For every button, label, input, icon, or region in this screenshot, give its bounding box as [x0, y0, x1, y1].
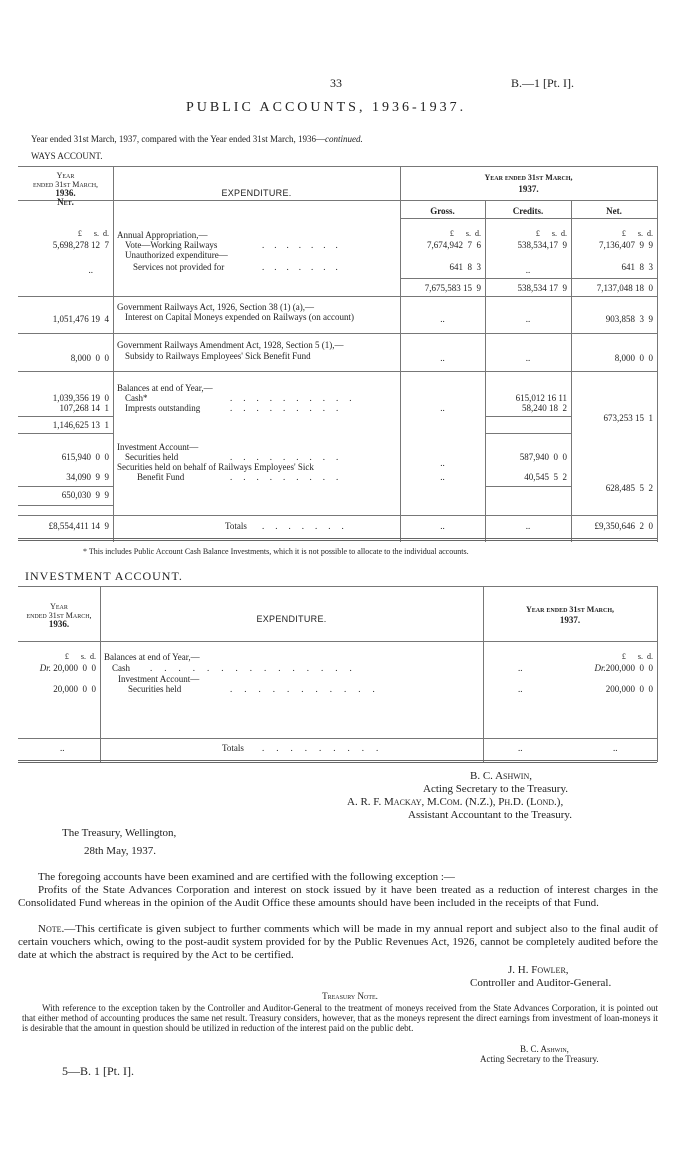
leader-dots: .........	[230, 403, 350, 413]
total-mid: ..	[518, 743, 523, 753]
auditor-name: J. H. Fowler,	[508, 964, 569, 976]
totals-label: Totals	[222, 743, 244, 753]
cell-net: 673,253 15 1	[603, 413, 653, 423]
hdr-net: Net.	[57, 197, 74, 207]
total-1936: ..	[60, 743, 65, 753]
note-lead: Note.	[38, 923, 65, 935]
cell-1936: 5,698,278 12 7	[52, 240, 109, 250]
cell-1936: 20,000 0 0	[53, 684, 96, 694]
cell-gross: ..	[440, 314, 445, 324]
treasury-note-signature-name: B. C. Ashwin,	[520, 1044, 569, 1054]
footnote: * This includes Public Account Cash Balance Investments, which it is not possible to allocate to the individual accounts.	[83, 547, 469, 556]
row-label: Benefit Fund	[137, 472, 185, 482]
hdr-year-1937-label: Year ended 31st March,	[484, 173, 573, 182]
row-label: Investment Account—	[117, 442, 199, 452]
page-reference: B.—1 [Pt. I].	[511, 76, 574, 90]
cell-gross: ..	[440, 403, 445, 413]
page-subtitle: Year ended 31st March, 1937, compared with the Year ended 31st March, 1936—continued.	[31, 134, 363, 144]
footer-reference: 5—B. 1 [Pt. I].	[62, 1064, 134, 1078]
leader-dots: .......	[262, 262, 348, 272]
cell-1937	[483, 663, 653, 673]
cell-credits: ..	[525, 265, 531, 275]
total-gross: ..	[440, 521, 445, 531]
rule	[485, 486, 571, 487]
hdr-year-label: Year	[56, 171, 75, 180]
double-rule	[18, 760, 657, 763]
cell-credits: 40,545 5 2	[524, 472, 567, 482]
signature-name: B. C. Ashwin,	[470, 770, 532, 782]
rule	[18, 641, 657, 642]
leader-dots: ..........	[230, 393, 363, 403]
rule	[18, 416, 113, 417]
cell-credits: 538,534,17 9	[517, 240, 567, 250]
rule	[18, 296, 657, 297]
rule	[18, 486, 113, 487]
certificate-p2: Profits of the State Advances Corporation and interest on stock issued by it have been treated as a reduction of interest charges in the Consolidated Fund whereas in the opinion of the Audit Office these amounts should have been included in the receipts of that Fund.	[18, 884, 658, 909]
row-label: Cash*	[125, 393, 148, 403]
hdr-year-1937: 1937.	[518, 184, 539, 194]
certificate-p1: The foregoing accounts have been examined and are certified with the following exception :—	[38, 871, 455, 883]
rule	[485, 416, 571, 417]
cell-1936: 107,268 14 1	[59, 403, 109, 413]
cell-1936: 615,940 0 0	[61, 452, 109, 462]
cell-1936-subtotal: 1,146,625 13 1	[52, 420, 109, 430]
cell-credits: ..	[525, 314, 531, 324]
row-label: Government Railways Act, 1926, Section 38 (1) (a),—	[117, 302, 314, 312]
cell-mid: ..	[518, 684, 523, 694]
row-label: Unauthorized expenditure—	[125, 250, 228, 260]
row-label: Imprests outstanding	[125, 403, 201, 413]
cell-1936-subtotal: 650,030 9 9	[61, 490, 109, 500]
row-label: Balances at end of Year,—	[117, 383, 213, 393]
double-rule	[18, 538, 657, 541]
ways-account-title: WAYS ACCOUNT.	[31, 151, 103, 161]
row-label: Securities held	[128, 684, 182, 694]
row-label: Investment Account—	[118, 674, 200, 684]
hdr-gross: Gross.	[430, 206, 455, 216]
rule	[657, 166, 658, 542]
cell-net: 903,858 3 9	[605, 314, 653, 324]
total-1936: £8,554,411 14 9	[48, 521, 109, 531]
inv-hdr-expenditure: EXPENDITURE.	[256, 614, 327, 624]
signature-title: Assistant Accountant to the Treasury.	[408, 809, 572, 821]
inv-hdr-year-1937-label: Year ended 31st March,	[525, 605, 614, 614]
page-title: PUBLIC ACCOUNTS, 1936-1937.	[186, 100, 467, 115]
leader-dots: .........	[230, 472, 350, 482]
cell-net: 7,136,407 9 9	[599, 240, 653, 250]
rule	[485, 433, 571, 434]
cell-gross: 7,674,942 7 6	[427, 240, 481, 250]
row-label: Securities held	[125, 452, 179, 462]
cell-value: 20,000 0 0	[53, 663, 96, 673]
rule	[18, 515, 657, 516]
cell-gross: ..	[440, 472, 445, 482]
row-label: Government Railways Amendment Act, 1928, Section 5 (1),—	[117, 340, 344, 350]
row-label: Services not provided for	[133, 262, 225, 272]
rule	[18, 371, 657, 372]
place: The Treasury, Wellington,	[62, 827, 177, 839]
total-1937: ..	[613, 743, 618, 753]
inv-hdr-year-1937: 1937.	[559, 615, 581, 625]
cell-1937: 200,000 0 0	[605, 684, 653, 694]
cell-1936: 1,051,476 19 4	[52, 314, 109, 324]
lsd-label: £ s. d.	[77, 229, 109, 238]
lsd-label: £ s. d.	[535, 229, 567, 238]
hdr-year-value: 1936.	[55, 188, 76, 198]
treasury-note-heading: Treasury Note.	[322, 991, 378, 1001]
cell-1936	[18, 663, 96, 673]
dr-prefix: Dr.	[39, 663, 51, 673]
cell-net: 641 8 3	[621, 262, 653, 272]
hdr-credits: Credits.	[512, 206, 544, 216]
row-label: Annual Appropriation,—	[117, 230, 208, 240]
rule	[18, 333, 657, 334]
cell-gross: 641 8 3	[449, 262, 481, 272]
cell-credits: 538,534 17 9	[517, 283, 567, 293]
cell-credits: 615,012 16 11	[515, 393, 567, 403]
cell-1936: 1,039,356 19 0	[52, 393, 109, 403]
cell-1936: 34,090 9 9	[66, 472, 109, 482]
rule	[400, 218, 657, 219]
hdr-year-ended: ended 31st March,	[26, 611, 92, 620]
lsd-label: £ s. d.	[64, 652, 96, 661]
lsd-label: £ s. d.	[449, 229, 481, 238]
cell-net: 628,485 5 2	[605, 483, 653, 493]
date: 28th May, 1937.	[84, 845, 157, 857]
hdr-year-ended: ended 31st March,	[32, 180, 99, 189]
row-label: Vote—Working Railways	[125, 240, 218, 250]
rule	[18, 505, 113, 506]
leader-dots: .......	[262, 521, 355, 531]
rule	[18, 433, 113, 434]
dr-prefix: Dr.	[594, 663, 606, 673]
row-label: Subsidy to Railways Employees' Sick Benefit Fund	[125, 351, 311, 361]
hdr-year-label: Year	[50, 602, 68, 611]
treasury-note-signature-title: Acting Secretary to the Treasury.	[480, 1054, 599, 1064]
note-text: —This certificate is given subject to further comments which will be made in my annual report and subject also to the final audit of certain vouchers which, owing to the post-audit system provided for by the Public Revenues Act, 1926, cannot be completely audited before the date at which the abstract is required by the Act to be certified.	[18, 923, 658, 961]
rule	[18, 586, 657, 587]
cell-gross: 7,675,583 15 9	[424, 283, 481, 293]
cell-net: 7,137,048 18 0	[596, 283, 653, 293]
cell-credits: ..	[525, 353, 531, 363]
cell-gross: ..	[440, 353, 445, 363]
hdr-expenditure: EXPENDITURE.	[221, 188, 292, 198]
rule	[113, 166, 114, 542]
totals-label: Totals	[225, 521, 247, 531]
row-label: Securities held on behalf of Railways Employees' Sick	[117, 462, 314, 472]
investment-account-title: INVESTMENT ACCOUNT.	[25, 569, 183, 583]
rule	[400, 278, 657, 279]
signature-name: A. R. F. Mackay, M.Com. (N.Z.), Ph.D. (Lond.),	[347, 796, 564, 808]
cell-net: 8,000 0 0	[614, 353, 653, 363]
treasury-note-body: With reference to the exception taken by the Controller and Auditor-General to the treatment of moneys received from the State Advances Corporation, it is pointed out that either method of accounting produces the same net result. Treasury considers, however, that as the moneys represent the direct earnings from investment of loan-moneys it is desirable that the amount in question should be utilized in reduction of the interest paid on the public debt.	[22, 1003, 658, 1033]
lsd-label: £ s. d.	[621, 229, 653, 238]
hdr-year-value: 1936.	[48, 619, 70, 629]
certificate-note	[18, 923, 658, 962]
hdr-net-1937: Net.	[606, 206, 622, 216]
cell-mid: ..	[518, 663, 523, 673]
total-net: £9,350,646 2 0	[594, 521, 653, 531]
inv-hdr-year-1936	[18, 602, 100, 629]
page-number: 33	[330, 76, 342, 90]
hdr-year-1936	[18, 171, 113, 207]
leader-dots: ...............	[150, 663, 364, 673]
lsd-label: £ s. d.	[621, 652, 653, 661]
cell-credits: 58,240 18 2	[522, 403, 567, 413]
signature-title: Acting Secretary to the Treasury.	[423, 783, 569, 795]
cell-1936: ..	[88, 265, 93, 275]
cell-credits: 587,940 0 0	[519, 452, 567, 462]
row-label: Interest on Capital Moneys expended on Railways (on account)	[125, 312, 354, 322]
total-credits: ..	[525, 521, 531, 531]
cell-value: 200,000 0 0	[605, 663, 653, 673]
row-label: Cash	[112, 663, 130, 673]
cell-gross: ..	[440, 458, 445, 468]
leader-dots: .........	[262, 743, 391, 753]
rule	[18, 738, 657, 739]
leader-dots: ...........	[230, 684, 387, 694]
leader-dots: .......	[262, 240, 348, 250]
row-label: Balances at end of Year,—	[104, 652, 200, 662]
leader-dots: .........	[230, 452, 350, 462]
auditor-title: Controller and Auditor-General.	[470, 977, 612, 989]
cell-1936: 8,000 0 0	[70, 353, 109, 363]
rule	[100, 586, 101, 762]
rule	[657, 586, 658, 762]
